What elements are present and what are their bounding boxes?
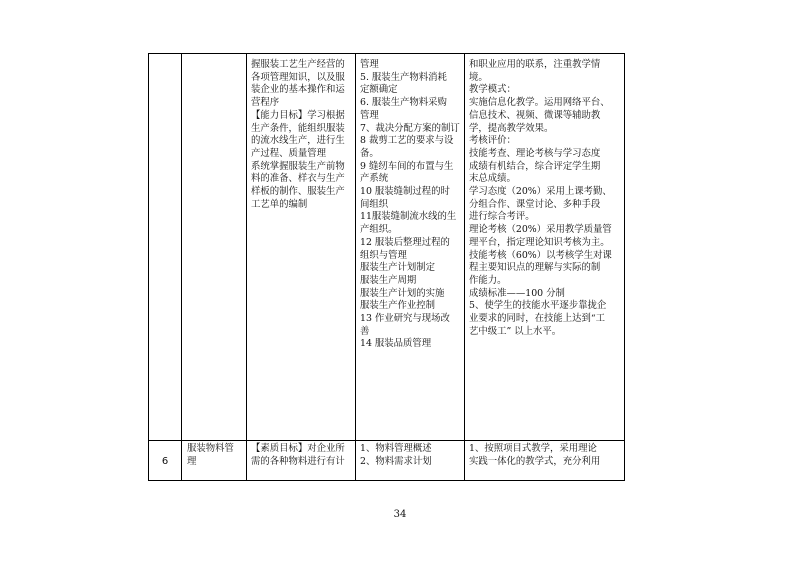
table-row-6 (149, 440, 624, 481)
row5-content-cell: 管理 5. 服装生产物料消耗 定额确定 6. 服装生产物料采购 管理 7、裁决分配方案的制订 8 裁剪工艺的要求与设 备。 9 缝纫车间的布置与生 产系统 10 服装缝制过程的时 间组织 11服装缝制流水线的生 产组织。 12 服装后整理过程的 组织与管理 服装生产计划制定 服装生产周期 服装生产计划的实施 服装生产作业控制 13 作业研究与现场改 善 14 服装品质管理 (360, 59, 460, 350)
column-divider (181, 54, 182, 480)
row6-content-cell: 1、物料管理概述 2、物料需求计划 (360, 443, 432, 467)
column-divider (355, 54, 356, 480)
row6-course-name-cell: 服装物料管 理 (187, 443, 234, 467)
row5-requirements-cell: 和职业应用的联系，注重教学情 境。 教学模式： 实施信息化教学。运用网络平台、 信息技术、视频、微课等辅助教 学，提高教学效果。 考核评价： 技能考查、理论考核与学习态度 成绩有机结合，综合评定学生期 末总成绩。 学习态度（20%）采用上课考勤、 分组合作、课堂讨论、多种手段 进行综合考评。 理论考核（20%）采用教学质量管 理平台，指定理论知识考核为主。 技能考核（60%）以考核学生对课 程主要知识点的理解与实际的制 作能力。 成绩标准——100 分制 5、使学生的技能水平逐步靠拢企 业要求的同时，在技能上达到“工 艺中级工” 以上水平。 (469, 59, 612, 337)
row6-number-cell: 6 (161, 456, 169, 467)
row6-requirements-cell: 1、按照项目式教学，采用理论 实践一体化的教学式，充分利用 (469, 443, 601, 467)
column-divider (464, 54, 465, 480)
page-number: 34 (393, 509, 407, 520)
row6-objectives-cell: 【素质目标】对企业所 需的各种物料进行有计 (251, 443, 345, 467)
row5-objectives-cell: 握服装工艺生产经营的 各项管理知识，以及服 装企业的基本操作和运 营程序 【能力目标】学习根据 生产条件，能组织服装 的流水线生产，进行生 产过程、质量管理 系统掌握服装生产前物 料的准备、样衣与生产 样板的制作、服装生产 工艺单的编制 (251, 59, 345, 210)
column-divider (246, 54, 247, 480)
course-table (148, 53, 625, 481)
